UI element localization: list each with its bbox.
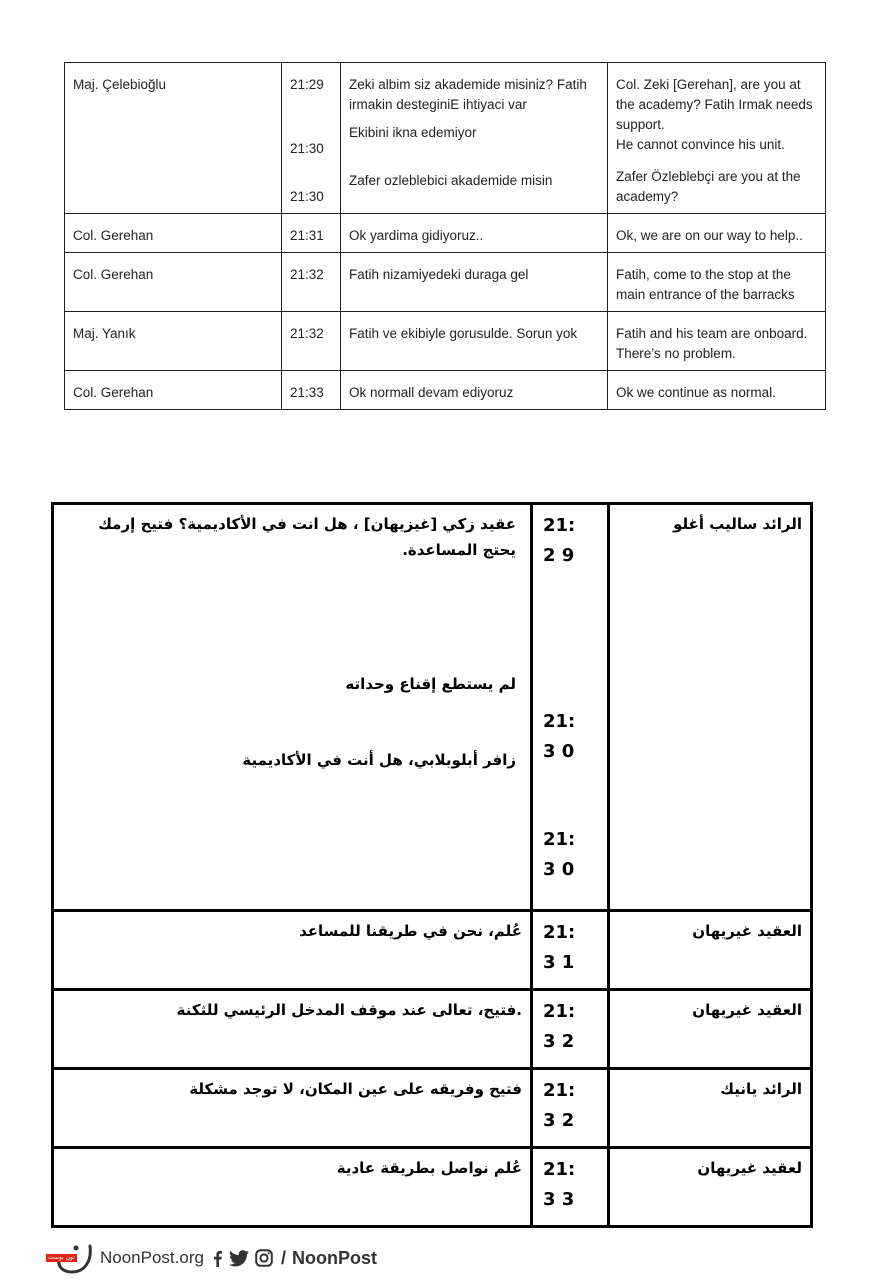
- turkish-message: Ok normall devam ediyoruz: [341, 371, 608, 410]
- table-row: [65, 312, 826, 371]
- speaker-name: العقيد غيريهان: [609, 990, 812, 1069]
- facebook-icon[interactable]: [212, 1250, 223, 1267]
- speaker-name: Maj. Çelebioğlu: [65, 63, 282, 214]
- arabic-message: عُلم نواصل بطريقة عادية: [53, 1148, 532, 1227]
- speaker-name: Col. Gerehan: [65, 253, 282, 312]
- timestamp: [532, 990, 609, 1069]
- speaker-name: الرائد ساليب أغلو: [609, 504, 812, 911]
- page-footer: [46, 1238, 377, 1278]
- table-row: [53, 990, 812, 1069]
- timestamp: 21:31: [282, 214, 341, 253]
- table-row: [65, 253, 826, 312]
- timestamp: 21:33: [282, 371, 341, 410]
- speaker-name: العقيد غيريهان: [609, 911, 812, 990]
- table-row: [65, 371, 826, 410]
- table-row: [65, 214, 826, 253]
- turkish-message: Zeki albim siz akademide misiniz? Fatih irmakin desteginiE ihtiyaci var: [349, 77, 587, 112]
- english-translation: Fatih and his team are onboard. There’s no problem.: [608, 312, 826, 371]
- timestamp-cell: [282, 63, 341, 214]
- arabic-message-cell: [53, 504, 532, 911]
- arabic-timestamp-cell: [532, 504, 609, 911]
- slash-separator: /: [280, 1247, 286, 1268]
- turkish-message: Zafer ozleblebici akademide misin: [349, 173, 553, 188]
- table-row: [53, 1069, 812, 1148]
- timestamp: 21:32: [282, 312, 341, 371]
- table-row: [65, 63, 826, 214]
- arabic-message: زافر أبلوبلابي، هل أنت في الأكاديمية: [242, 751, 516, 769]
- timestamp: 21:32: [282, 253, 341, 312]
- timestamp-text: 21:3 1: [543, 922, 576, 973]
- arabic-message: عُلم، نحن في طريقنا للمساعد: [53, 911, 532, 990]
- logo-badge: نون بوست: [48, 1254, 75, 1261]
- site-link[interactable]: NoonPost.org: [100, 1248, 204, 1267]
- english-translation: Ok we continue as normal.: [608, 371, 826, 410]
- arabic-message: لم يستطع إقناع وحداته: [345, 675, 516, 693]
- timestamp: 21:30: [290, 141, 324, 156]
- timestamp: 21:3 0: [543, 711, 576, 762]
- timestamp: 21:2 9: [543, 515, 576, 566]
- noonpost-logo: [46, 1240, 96, 1276]
- instagram-icon[interactable]: [255, 1249, 273, 1267]
- speaker-name: لعقيد غيريهان: [609, 1148, 812, 1227]
- english-translation: Zafer Özleblebçi are you at the academy?: [616, 169, 801, 204]
- table-row: [53, 1148, 812, 1227]
- arabic-message: فتيح وفريقه على عين المكان، لا توجد مشكلة: [53, 1069, 532, 1148]
- timestamp: 21:3 0: [543, 829, 576, 880]
- timestamp-text: 21:3 2: [543, 1001, 576, 1052]
- timestamp: [532, 1148, 609, 1227]
- turkish-message: Fatih nizamiyedeki duraga gel: [341, 253, 608, 312]
- turkish-message: Fatih ve ekibiyle gorusulde. Sorun yok: [341, 312, 608, 371]
- timestamp-text: 21:3 3: [543, 1159, 576, 1210]
- timestamp: [532, 1069, 609, 1148]
- timestamp-text: 21:3 2: [543, 1080, 576, 1131]
- social-handle[interactable]: NoonPost: [291, 1247, 377, 1268]
- turkish-message-cell: [341, 63, 608, 214]
- speaker-name: Maj. Yanık: [65, 312, 282, 371]
- table-row: [53, 504, 812, 911]
- twitter-icon[interactable]: [229, 1250, 249, 1267]
- speaker-name: Col. Gerehan: [65, 371, 282, 410]
- english-transcript-table: [64, 62, 826, 410]
- english-translation: Col. Zeki [Gerehan], are you at the academy? Fatih Irmak needs support.: [616, 77, 813, 132]
- turkish-message: Ekibini ikna edemiyor: [349, 125, 477, 140]
- english-translation: Fatih, come to the stop at the main entrance of the barracks: [608, 253, 826, 312]
- speaker-name: الرائد يانيك: [609, 1069, 812, 1148]
- arabic-message: عقيد زكي [غيزيهان] ، هل انت في الأكاديمية؟ فتيح إرمك يحتج المساعدة.: [98, 515, 516, 559]
- english-translation: He cannot convince his unit.: [616, 137, 785, 152]
- arabic-message: .فتيح، تعالى عند موقف المدخل الرئيسي للثكنة: [53, 990, 532, 1069]
- timestamp: 21:30: [290, 189, 324, 204]
- timestamp: 21:29: [290, 77, 324, 92]
- speaker-name: Col. Gerehan: [65, 214, 282, 253]
- arabic-transcript-table: [51, 502, 813, 1228]
- english-translation-cell: [608, 63, 826, 214]
- turkish-message: Ok yardima gidiyoruz..: [341, 214, 608, 253]
- timestamp: [532, 911, 609, 990]
- table-row: [53, 911, 812, 990]
- english-translation: Ok, we are on our way to help..: [608, 214, 826, 253]
